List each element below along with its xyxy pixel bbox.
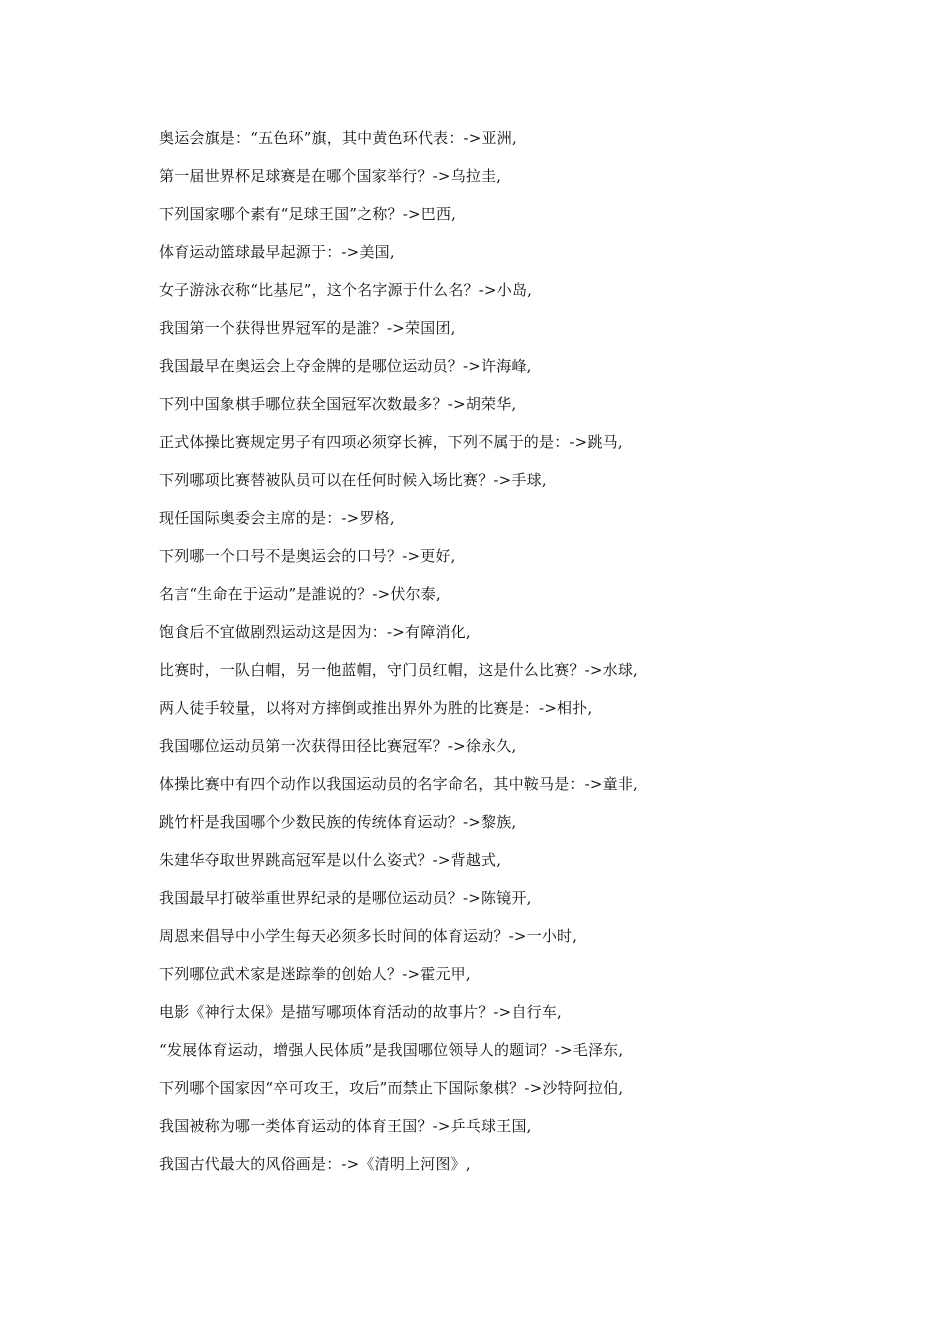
qa-list <box>159 124 899 1188</box>
qa-item: 我国被称为哪一类体育运动的体育王国？->乒乓球王国, <box>159 1117 532 1135</box>
qa-item: 比赛时，一队白帽，另一他蓝帽，守门员红帽，这是什么比赛？->水球, <box>159 661 639 679</box>
qa-item: 名言“生命在于运动”是誰说的？->伏尔泰, <box>159 585 441 603</box>
qa-item: 女子游泳衣称“比基尼”，这个名字源于什么名？->小岛, <box>159 281 533 299</box>
qa-item: 周恩来倡导中小学生每天必须多长时间的体育运动？->一小时, <box>159 927 578 945</box>
qa-item: 正式体操比赛规定男子有四项必须穿长裤，下列不属于的是：->跳马, <box>159 433 623 451</box>
qa-item: 下列国家哪个素有“足球王国”之称？->巴西, <box>159 205 457 223</box>
qa-item: 下列哪项比赛替被队员可以在任何时候入场比赛？->手球, <box>159 471 547 489</box>
qa-item: 我国最早打破举重世界纪录的是哪位运动员？->陈镜开, <box>159 889 532 907</box>
qa-item: 我国第一个获得世界冠军的是誰？->荣国团, <box>159 319 456 337</box>
qa-item: 下列哪个国家因“卒可攻王，攻后”而禁止下国际象棋？->沙特阿拉伯, <box>159 1079 624 1097</box>
qa-item: 两人徒手较量，以将对方摔倒或推出界外为胜的比赛是：->相扑, <box>159 699 593 717</box>
qa-item: 体育运动篮球最早起源于：->美国, <box>159 243 395 261</box>
qa-item: 我国古代最大的风俗画是：->《清明上河图》, <box>159 1155 471 1173</box>
qa-item: 跳竹杆是我国哪个少数民族的传统体育运动？->黎族, <box>159 813 517 831</box>
qa-item: 朱建华夺取世界跳高冠军是以什么姿式？->背越式, <box>159 851 502 869</box>
qa-item: 电影《神行太保》是描写哪项体育活动的故事片？->自行车, <box>159 1003 563 1021</box>
qa-item: “发展体育运动，增强人民体质”是我国哪位领导人的题词？->毛泽东, <box>159 1041 624 1059</box>
qa-item: 饱食后不宜做剧烈运动这是因为：->有障消化, <box>159 623 471 641</box>
qa-item: 体操比赛中有四个动作以我国运动员的名字命名，其中鞍马是：->童非, <box>159 775 639 793</box>
qa-item: 第一届世界杯足球赛是在哪个国家举行？->乌拉圭, <box>159 167 502 185</box>
qa-item: 下列哪一个口号不是奥运会的口号？->更好, <box>159 547 456 565</box>
qa-item: 奥运会旗是：“五色环”旗，其中黄色环代表：->亚洲, <box>159 129 517 147</box>
qa-item: 现任国际奥委会主席的是：->罗格, <box>159 509 395 527</box>
qa-item: 我国哪位运动员第一次获得田径比赛冠军？->徐永久, <box>159 737 517 755</box>
qa-item: 我国最早在奥运会上夺金牌的是哪位运动员？->许海峰, <box>159 357 532 375</box>
qa-item: 下列哪位武术家是迷踪拳的创始人？->霍元甲, <box>159 965 471 983</box>
qa-item: 下列中国象棋手哪位获全国冠军次数最多？->胡荣华, <box>159 395 517 413</box>
